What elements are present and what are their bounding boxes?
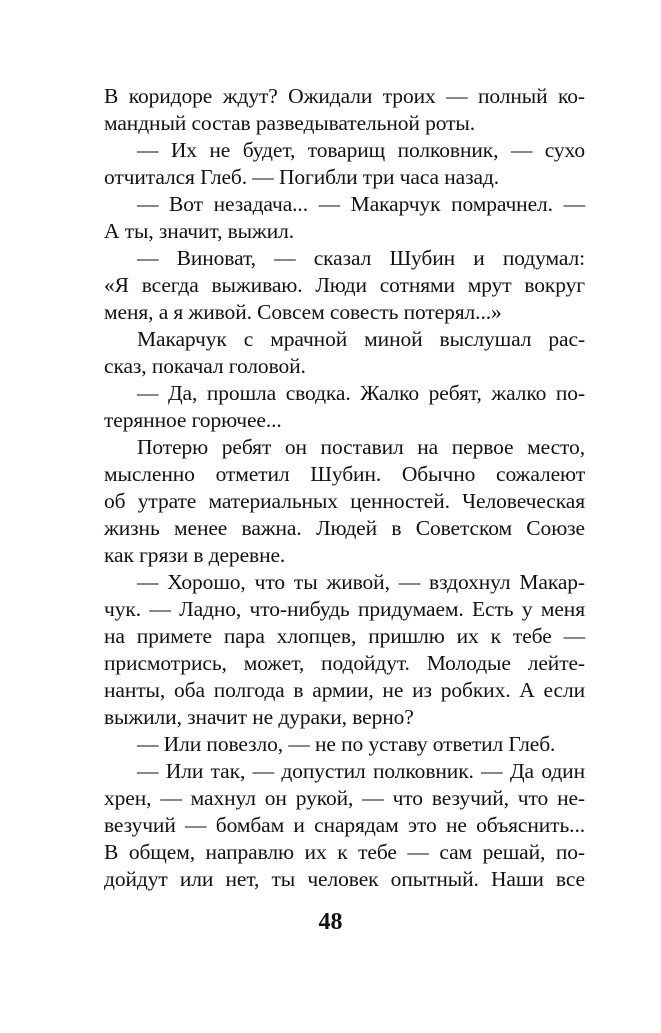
page-number: 48	[318, 909, 343, 935]
text-line: чук. — Ладно, что-нибудь придумаем. Есть у меня	[104, 597, 585, 621]
text-line: «Я всегда выживаю. Люди сотнями мрут вокруг	[104, 273, 585, 297]
text-line: — Их не будет, товарищ полковник, — сухо	[137, 138, 585, 162]
text-line: хрен, — махнул он рукой, — что везучий, что не-	[104, 786, 585, 810]
text-line: отчитался Глеб. — Погибли три часа назад.	[104, 165, 500, 189]
text-line: везучий — бомбам и снарядам это не объяснить...	[104, 813, 585, 837]
text-line: меня, а я живой. Совсем совесть потерял...»	[104, 300, 502, 324]
text-line: мысленно отметил Шубин. Обычно сожалеют	[104, 462, 585, 486]
text-line: терянное горючее...	[104, 408, 282, 432]
text-line: об утрате материальных ценностей. Человеческая	[104, 489, 585, 513]
text-line: — Хорошо, что ты живой, — вздохнул Макар-	[137, 570, 585, 594]
text-line: дойдут или нет, ты человек опытный. Наши все	[104, 867, 585, 891]
text-line: присмотрись, может, подойдут. Молодые лейте-	[104, 651, 585, 675]
text-line: мандный состав разведывательной роты.	[104, 111, 476, 135]
text-line: нанты, оба полгода в армии, не из робких. А если	[104, 678, 585, 702]
text-line: В общем, направлю их к тебе — сам решай, по-	[104, 840, 585, 864]
text-line: как грязи в деревне.	[104, 543, 286, 567]
text-line: — Или так, — допустил полковник. — Да один	[137, 759, 585, 783]
text-line: — Виноват, — сказал Шубин и подумал:	[137, 246, 585, 270]
text-line: — Вот незадача... — Макарчук помрачнел. —	[137, 192, 585, 216]
text-line: Потерю ребят он поставил на первое место,	[137, 435, 585, 459]
text-line: В коридоре ждут? Ожидали троих — полный ко-	[104, 84, 585, 108]
text-line: — Или повезло, — не по уставу ответил Глеб.	[137, 732, 556, 756]
text-line: Макарчук с мрачной миной выслушал рас-	[137, 327, 585, 351]
body-text	[104, 83, 585, 893]
text-line: выжили, значит не дураки, верно?	[104, 705, 414, 729]
text-line: А ты, значит, выжил.	[104, 219, 295, 243]
text-line: жизнь менее важна. Людей в Советском Союзе	[104, 516, 585, 540]
text-line: — Да, прошла сводка. Жалко ребят, жалко по-	[137, 381, 585, 405]
text-line: сказ, покачал головой.	[104, 354, 306, 378]
text-line: на примете пара хлопцев, пришлю их к тебе —	[104, 624, 585, 648]
